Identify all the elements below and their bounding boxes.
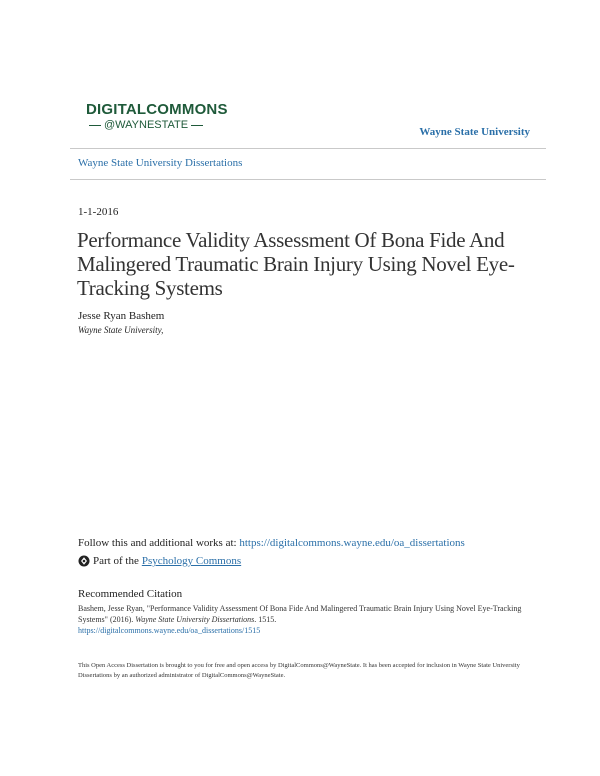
logo-title: DIGITALCOMMONS xyxy=(86,101,228,118)
part-of-label: Part of the xyxy=(93,555,139,567)
part-of-line xyxy=(78,555,241,567)
author-affiliation: Wayne State University, xyxy=(78,325,164,335)
series-link[interactable]: Wayne State University Dissertations xyxy=(78,157,243,169)
follow-label: Follow this and additional works at: xyxy=(78,537,240,549)
open-access-notice: This Open Access Dissertation is brought to you for free and open access by DigitalCommons@WayneState. It has been accepted for inclusion in Wayne State University Dissertations by an authorized administrator of DigitalCommons@WayneState. xyxy=(78,662,520,679)
logo-subtitle xyxy=(86,119,206,131)
follow-url-link[interactable]: https://digitalcommons.wayne.edu/oa_dissertations xyxy=(239,537,465,549)
divider-bottom xyxy=(70,179,546,180)
logo-subtitle-text: @WAYNESTATE xyxy=(104,119,189,131)
divider-top xyxy=(70,148,546,149)
university-link[interactable]: Wayne State University xyxy=(419,126,530,138)
author-name[interactable]: Jesse Ryan Bashem xyxy=(78,310,165,322)
citation-source: Wayne State University Dissertations xyxy=(135,615,255,624)
publication-date: 1-1-2016 xyxy=(78,206,119,218)
document-title: Performance Validity Assessment Of Bona Fide And Malingered Traumatic Brain Injury Using Novel Eye-Tracking Systems xyxy=(77,228,515,300)
citation-url-link[interactable]: https://digitalcommons.wayne.edu/oa_dissertations/1515 xyxy=(78,626,261,635)
citation-number: . 1515. xyxy=(254,615,277,624)
recommended-citation-heading: Recommended Citation xyxy=(78,588,183,600)
open-access-icon xyxy=(78,555,90,567)
logo-dash-right xyxy=(191,125,203,126)
psychology-commons-link[interactable]: Psychology Commons xyxy=(141,555,242,567)
follow-line xyxy=(78,537,465,549)
logo-dash-left xyxy=(89,125,101,126)
recommended-citation xyxy=(78,603,528,636)
citation-text: Bashem, Jesse Ryan, "Performance Validity Assessment Of Bona Fide And Malingered Traumatic Brain Injury Using Novel Eye-Tracking Systems" (2016). xyxy=(78,604,522,624)
